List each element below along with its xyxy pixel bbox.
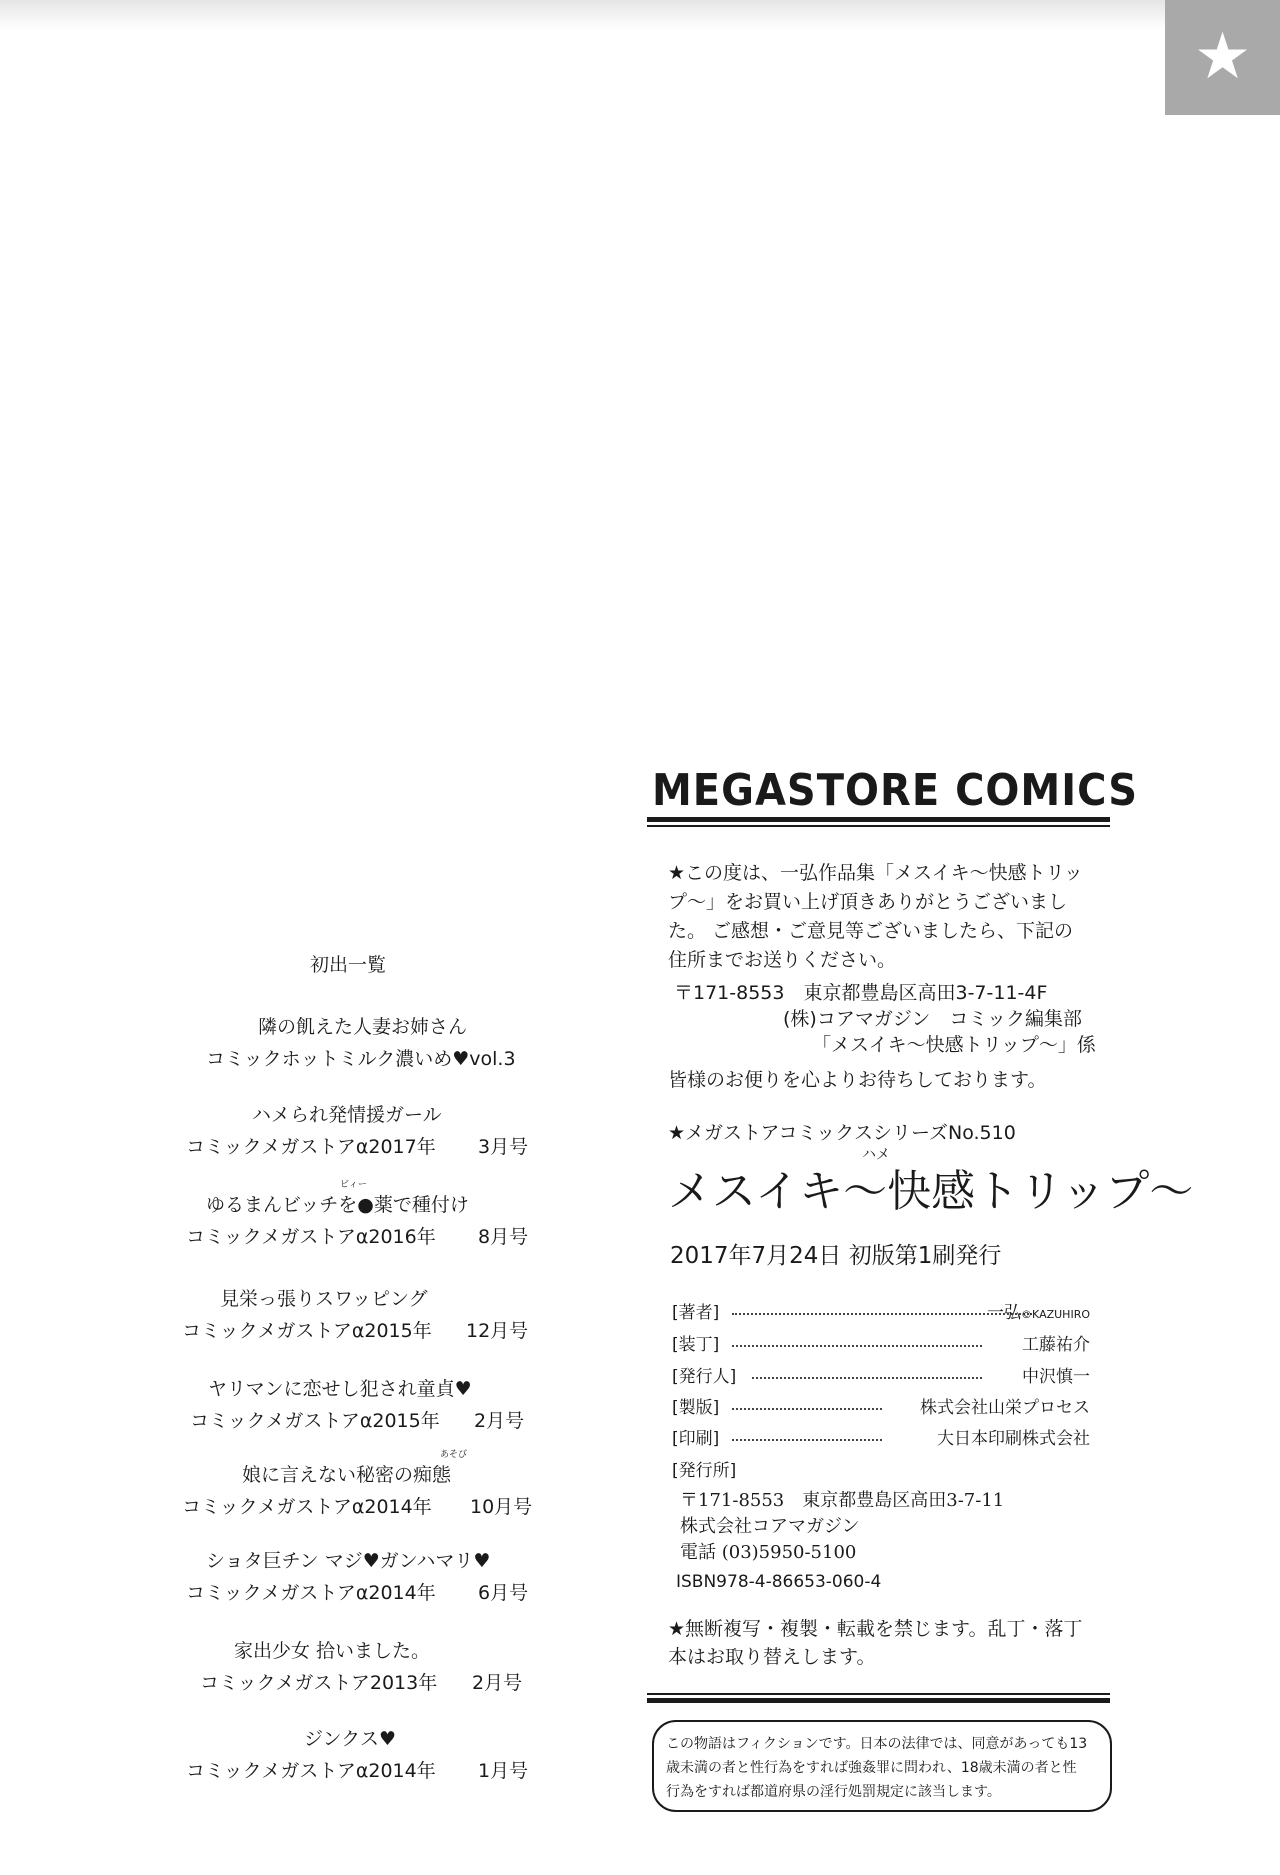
list-item (160, 1724, 590, 1804)
series-number: ★メガストアコミックスシリーズNo.510 (668, 1122, 1016, 1144)
story-title: ショタ巨チン マジ♥ガンハマリ♥ (206, 1550, 491, 1572)
magazine-name: コミックメガストアα2017年 (186, 1136, 436, 1158)
mail-department: (株)コアマガジン コミック編集部 (783, 1008, 1082, 1030)
publisher-name: 株式会社コアマガジン (680, 1516, 860, 1537)
copy-notice-line: 本はお取り替えします。 (668, 1646, 876, 1668)
top-scan-band (0, 0, 1280, 30)
magazine-name: コミックメガストアα2014年 (182, 1496, 432, 1518)
issue-month: 8月号 (478, 1226, 529, 1248)
fiction-notice (652, 1720, 1112, 1812)
credit-label: [製版] (672, 1398, 720, 1418)
list-item (160, 1284, 590, 1364)
magazine-name: コミックメガストア2013年 (200, 1672, 438, 1694)
list-item (160, 1180, 590, 1270)
list-item (160, 1450, 590, 1540)
mail-address: 〒171-8553 東京都豊島区高田3-7-11-4F (674, 982, 1048, 1004)
issue-month: 2月号 (472, 1672, 523, 1694)
credit-row (672, 1424, 1090, 1450)
issue-month: 12月号 (466, 1320, 529, 1342)
issue-month: 1月号 (478, 1760, 529, 1782)
divider (647, 1693, 1110, 1695)
issue-month: 6月号 (478, 1582, 529, 1604)
magazine-name: コミックメガストアα2014年 (186, 1760, 436, 1782)
issue-month: 2月号 (474, 1410, 525, 1432)
story-title: 娘に言えない秘密の痴態 (242, 1464, 452, 1486)
list-item (160, 1636, 590, 1716)
credit-label: [印刷] (672, 1429, 720, 1449)
credit-value: 中沢慎一 (1022, 1367, 1090, 1387)
credit-row (672, 1362, 1090, 1388)
issue-month: 3月号 (478, 1136, 529, 1158)
isbn: ISBN978-4-86653-060-4 (676, 1572, 882, 1592)
credit-value: 工藤祐介 (1022, 1335, 1090, 1355)
copyright-mark: ©KAZUHIRO (1021, 1308, 1090, 1321)
thanks-line: ★この度は、一弘作品集「メスイキ～快感トリッ (668, 862, 1083, 884)
list-item (160, 1374, 590, 1454)
credit-row (672, 1330, 1090, 1356)
notice-line: この物語はフィクションです。日本の法律では、同意があっても13 (666, 1736, 1088, 1752)
credit-value: 株式会社山栄プロセス (920, 1398, 1090, 1418)
ruby-reading: ビィー (340, 1180, 367, 1190)
dot-leader (732, 1439, 882, 1441)
divider (647, 1698, 1110, 1703)
issue-month: 10月号 (470, 1496, 533, 1518)
dot-leader (732, 1345, 982, 1347)
publication-date: 2017年7月24日 初版第1刷発行 (670, 1243, 1002, 1269)
mail-attention: 「メスイキ～快感トリップ～」係 (812, 1034, 1096, 1056)
thanks-line: プ～」をお買い上げ頂きありがとうございまし (668, 891, 1068, 913)
credit-row (672, 1298, 1090, 1324)
magazine-name: コミックホットミルク濃いめ♥vol.3 (206, 1048, 516, 1070)
magazine-name: コミックメガストアα2015年 (190, 1410, 440, 1432)
ruby-reading: あそび (440, 1450, 468, 1460)
credit-label: [発行人] (672, 1367, 737, 1387)
list-item (160, 1100, 590, 1180)
credit-label: [著者] (672, 1303, 720, 1323)
story-title: ゆるまんビッチを●薬で種付け (206, 1194, 469, 1216)
credit-value: 一弘©KAZUHIRO (987, 1303, 1090, 1323)
magazine-name: コミックメガストアα2014年 (186, 1582, 436, 1604)
dot-leader (732, 1408, 882, 1410)
ruby-reading: ハメ (862, 1147, 890, 1163)
credit-row (672, 1393, 1090, 1419)
credit-value: 大日本印刷株式会社 (937, 1429, 1090, 1449)
notice-line: 行為をすれば都道府県の淫行処罰規定に該当します。 (666, 1784, 1001, 1800)
story-title: 見栄っ張りスワッピング (220, 1288, 428, 1310)
dot-leader (752, 1377, 982, 1379)
credit-label: [装丁] (672, 1335, 720, 1355)
story-title: 家出少女 拾いました。 (234, 1640, 431, 1662)
publisher-phone: 電話 (03)5950-5100 (680, 1542, 857, 1563)
publisher-address: 〒171-8553 東京都豊島区高田3-7-11 (680, 1490, 1005, 1511)
copy-notice-line: ★無断複写・複製・転載を禁じます。乱丁・落丁 (668, 1618, 1083, 1640)
star-icon: ★ (1165, 0, 1280, 115)
list-item (160, 1012, 590, 1092)
magazine-name: コミックメガストアα2016年 (186, 1226, 436, 1248)
divider (647, 817, 1110, 822)
list-item (160, 1546, 590, 1626)
thanks-line: た。 ご感想・ご意見等ございましたら、下記の (668, 920, 1074, 942)
closing-line: 皆様のお便りを心よりお待ちしております。 (668, 1069, 1047, 1091)
magazine-name: コミックメガストアα2015年 (182, 1320, 432, 1342)
divider (647, 825, 1110, 827)
notice-line: 歳未満の者と性行為をすれば強姦罪に問われ、18歳未満の者と性 (666, 1760, 1077, 1776)
publisher-label: [発行所] (672, 1461, 737, 1481)
book-title: メスイキ～快感トリップ～ (668, 1166, 1194, 1217)
story-title: ハメられ発情援ガール (252, 1104, 442, 1126)
story-title: ヤリマンに恋せし犯され童貞♥ (208, 1378, 472, 1400)
story-title: ジンクス♥ (304, 1728, 396, 1750)
story-title: 隣の飢えた人妻お姉さん (258, 1016, 468, 1038)
brand-logo: MEGASTORE COMICS (652, 766, 1139, 816)
thanks-line: 住所までお送りください。 (668, 949, 897, 971)
first-appearances-title: 初出一覧 (310, 954, 387, 976)
